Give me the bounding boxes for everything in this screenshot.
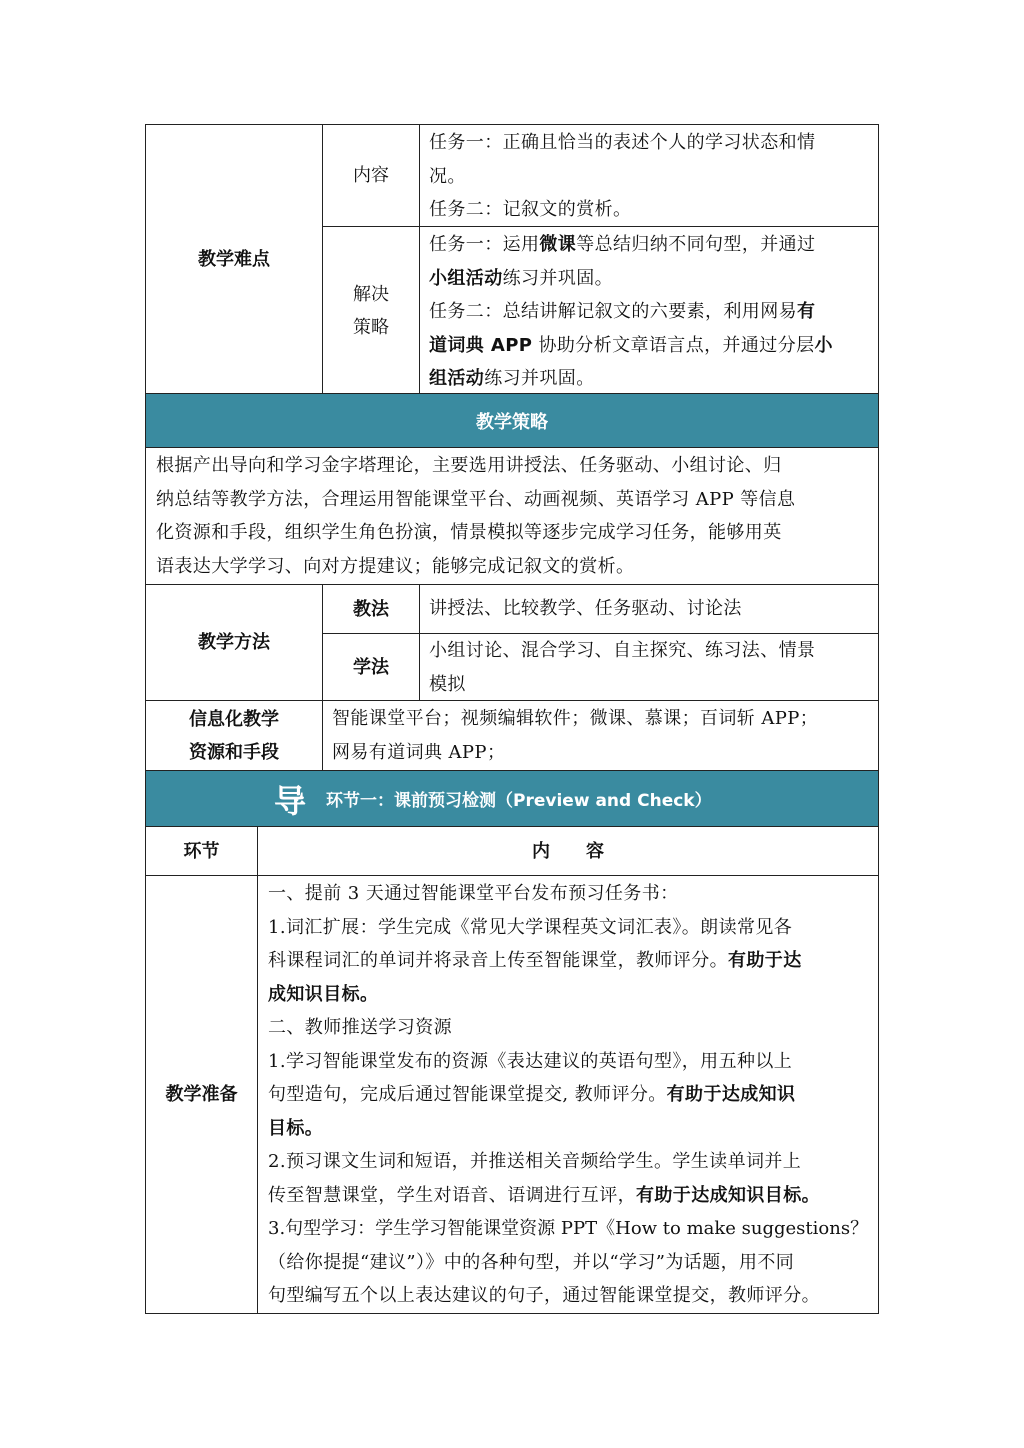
lesson-plan-table xyxy=(145,124,879,1314)
col-header-stage: 环节 xyxy=(146,827,258,875)
methods-label: 教学方法 xyxy=(146,585,323,700)
difficulty-row xyxy=(145,124,879,394)
teach-label: 教法 xyxy=(353,598,389,620)
methods-sub-column xyxy=(323,585,420,700)
strategy-text: 任务一：运用微课等总结归纳不同句型，并通过 小组活动练习并巩固。 任务二：总结讲解记叙文的六要素，利用网易有 道词典 APP 协助分析文章语言点，并通过分层小 组活动练习并巩固。 xyxy=(429,234,833,389)
methods-row xyxy=(145,585,879,701)
teach-text: 讲授法、比较教学、任务驱动、讨论法 xyxy=(429,598,742,620)
difficulty-sub-column xyxy=(323,125,420,394)
methods-text-column xyxy=(420,585,878,700)
resources-text: 智能课堂平台；视频编辑软件；微课、慕课；百词斩 APP； 网易有道词典 APP； xyxy=(332,708,819,763)
prep-row xyxy=(145,876,879,1314)
learn-text: 小组讨论、混合学习、自主探究、练习法、情景 模拟 xyxy=(429,640,816,695)
strategy-label: 解决 策略 xyxy=(353,283,389,338)
difficulty-label: 教学难点 xyxy=(146,125,323,394)
section-header xyxy=(145,771,879,827)
content-text: 任务一：正确且恰当的表述个人的学习状态和情 况。 任务二：记叙文的赏析。 xyxy=(429,132,816,220)
learn-label: 学法 xyxy=(353,656,389,678)
resources-row xyxy=(145,701,879,771)
strategy-header: 教学策略 xyxy=(145,394,879,448)
content-label: 内容 xyxy=(353,165,389,186)
table-head-row xyxy=(145,827,879,876)
prep-label: 教学准备 xyxy=(146,876,258,1313)
section-big-char: 导 xyxy=(274,781,307,820)
section-title: 环节一：课前预习检测（Preview and Check） xyxy=(326,791,712,811)
col-header-content: 内 容 xyxy=(532,840,604,862)
resources-label: 信息化教学 资源和手段 xyxy=(146,701,323,770)
strategy-body: 根据产出导向和学习金字塔理论，主要选用讲授法、任务驱动、小组讨论、归 纳总结等教学方法，合理运用智能课堂平台、动画视频、英语学习 APP 等信息 化资源和手段，组织学生角色扮演，情景模拟等逐步完成学习任务，能够用英 语表达大学学习、向对方提建议；能够完成记叙文的赏析。 xyxy=(145,448,879,585)
prep-text: 一、提前 3 天通过智能课堂平台发布预习任务书： 1.词汇扩展：学生完成《常见大学课程英文词汇表》。朗读常见各 科课程词汇的单词并将录音上传至智能课堂，教师评分。有助于达 成知识目标。 二、教师推送学习资源 1.学习智能课堂发布的资源《表达建议的英语句型》，用五种以上 句型造句，完成后通过智能课堂提交, 教师评分。有助于达成知识 目标。 2.预习课文生词和短语，并推送相关音频给学生。学生读单词并上 传至智慧课堂，学生对语音、语调进行互评，有助于达成知识目标。 3.句型学习：学生学习智能课堂资源 PPT《How to make suggestions？ （给你提提“建议”）》中的各种句型，并以“学习”为话题，用不同 句型编写五个以上表达建议的句子，通过智能课堂提交，教师评分。 xyxy=(268,883,869,1306)
difficulty-text-column xyxy=(420,125,878,394)
